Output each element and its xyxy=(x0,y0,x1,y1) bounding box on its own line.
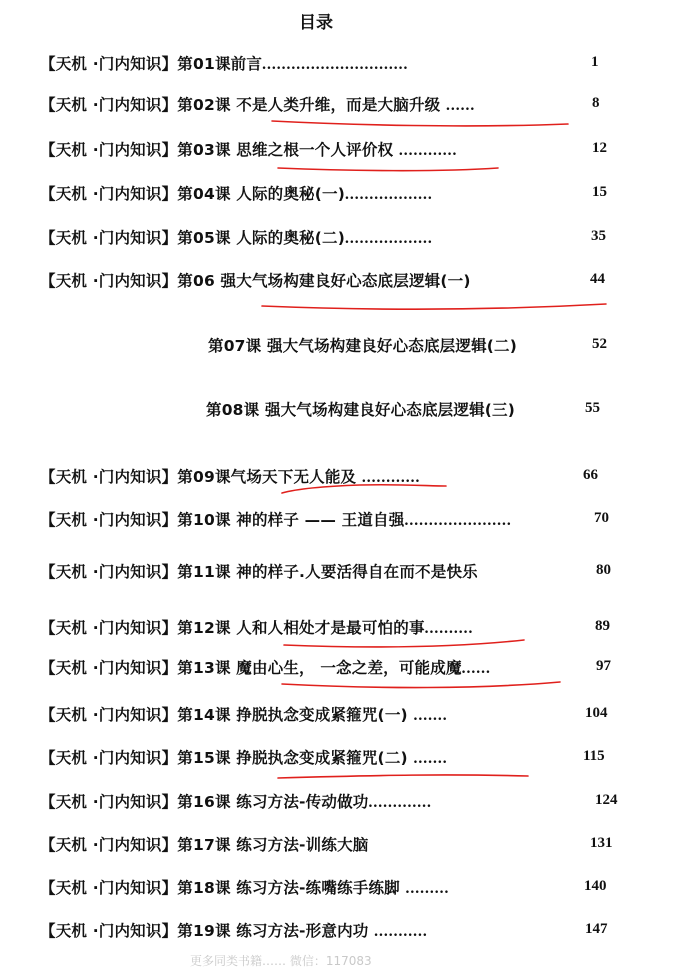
toc-entry-title: 【天机 ·门内知识】第05课 人际的奥秘(二) xyxy=(40,229,346,247)
toc-leader-dots: ...... xyxy=(461,660,491,677)
toc-entry-title: 【天机 ·门内知识】第17课 练习方法-训练大脑 xyxy=(40,836,369,854)
toc-page-number: 1 xyxy=(591,54,599,70)
toc-leader-dots: .................. xyxy=(345,186,433,203)
toc-page-number: 124 xyxy=(595,792,618,808)
toc-entry-13[interactable] xyxy=(40,656,491,678)
toc-entry-15[interactable] xyxy=(40,746,448,768)
toc-entry-title: 【天机 ·门内知识】第09课气场天下无人能及 xyxy=(40,468,357,486)
toc-leader-dots: ...................... xyxy=(404,512,512,529)
toc-page-number: 15 xyxy=(592,184,607,200)
toc-entry-04[interactable] xyxy=(40,182,433,204)
toc-entry-03[interactable] xyxy=(40,138,457,160)
toc-page-number: 147 xyxy=(585,921,608,937)
toc-entry-06[interactable] xyxy=(40,269,471,291)
toc-entry-title: 【天机 ·门内知识】第18课 练习方法-练嘴练手练脚 xyxy=(40,879,400,897)
toc-entry-09[interactable] xyxy=(40,465,420,487)
toc-entry-title: 【天机 ·门内知识】第03课 思维之根一个人评价权 xyxy=(40,141,394,159)
toc-entry-02[interactable] xyxy=(40,93,475,115)
toc-entry-14[interactable] xyxy=(40,703,448,725)
toc-entry-title: 【天机 ·门内知识】第06 强大气场构建良好心态底层逻辑(一) xyxy=(40,272,471,290)
toc-page-number: 140 xyxy=(584,878,607,894)
toc-leader-dots: ........... xyxy=(374,923,428,940)
underline-12 xyxy=(284,640,524,647)
page-title: 目录 xyxy=(299,13,333,33)
toc-entry-title: 【天机 ·门内知识】第13课 魔由心生， 一念之差，可能成魔 xyxy=(40,659,462,677)
toc-page-number: 131 xyxy=(590,835,613,851)
toc-entry-title: 【天机 ·门内知识】第11课 神的样子.人要活得自在而不是快乐 xyxy=(40,563,478,581)
toc-leader-dots: ....... xyxy=(413,707,448,724)
toc-page-number: 80 xyxy=(596,562,611,578)
toc-entry-08[interactable] xyxy=(206,398,515,420)
toc-leader-dots: .............................. xyxy=(262,56,409,73)
toc-leader-dots: ......... xyxy=(405,880,450,897)
toc-entry-title: 第07课 强大气场构建良好心态底层逻辑(二) xyxy=(208,337,518,355)
toc-page-number: 97 xyxy=(596,658,611,674)
toc-page-number: 66 xyxy=(583,467,598,483)
toc-page-number: 115 xyxy=(583,748,605,764)
toc-entry-10[interactable] xyxy=(40,508,512,530)
toc-entry-title: 【天机 ·门内知识】第15课 挣脱执念变成紧箍咒(二) xyxy=(40,749,408,767)
toc-entry-title: 【天机 ·门内知识】第12课 人和人相处才是最可怕的事 xyxy=(40,619,425,637)
toc-leader-dots: .................. xyxy=(345,230,433,247)
toc-page-number: 44 xyxy=(590,271,605,287)
toc-page-number: 104 xyxy=(585,705,608,721)
toc-entry-12[interactable] xyxy=(40,616,473,638)
toc-entry-16[interactable] xyxy=(40,790,432,812)
toc-page-number: 35 xyxy=(591,228,606,244)
toc-entry-11[interactable] xyxy=(40,560,478,582)
underline-02 xyxy=(272,121,568,126)
toc-entry-title: 【天机 ·门内知识】第10课 神的样子 —— 王道自强 xyxy=(40,511,405,529)
underline-13 xyxy=(282,682,560,688)
toc-entry-title: 【天机 ·门内知识】第19课 练习方法-形意内功 xyxy=(40,922,369,940)
toc-entry-title: 【天机 ·门内知识】第01课前言 xyxy=(40,55,263,73)
toc-entry-title: 第08课 强大气场构建良好心态底层逻辑(三) xyxy=(206,401,516,419)
toc-entry-title: 【天机 ·门内知识】第04课 人际的奥秘(一) xyxy=(40,185,346,203)
toc-entry-17[interactable] xyxy=(40,833,369,855)
toc-leader-dots: ............. xyxy=(368,794,432,811)
toc-entry-19[interactable] xyxy=(40,919,428,941)
toc-leader-dots: ............ xyxy=(398,142,458,159)
underline-06 xyxy=(262,304,606,309)
toc-entry-title: 【天机 ·门内知识】第14课 挣脱执念变成紧箍咒(一) xyxy=(40,706,408,724)
toc-entry-07[interactable] xyxy=(208,334,517,356)
toc-page-number: 55 xyxy=(585,400,600,416)
toc-leader-dots: ............ xyxy=(361,469,421,486)
toc-page-number: 12 xyxy=(592,140,607,156)
toc-entry-01[interactable] xyxy=(40,52,408,74)
toc-page-number: 52 xyxy=(592,336,607,352)
toc-leader-dots: ...... xyxy=(445,97,476,114)
underline-15 xyxy=(278,775,528,778)
footer-watermark: 更多同类书籍…… 微信：117083 xyxy=(190,954,372,968)
underline-03 xyxy=(278,168,498,171)
toc-entry-title: 【天机 ·门内知识】第16课 练习方法-传动做功 xyxy=(40,793,369,811)
toc-leader-dots: ....... xyxy=(413,750,448,767)
toc-page-number: 89 xyxy=(595,618,610,634)
toc-page-number: 70 xyxy=(594,510,609,526)
toc-entry-18[interactable] xyxy=(40,876,449,898)
toc-page-number: 8 xyxy=(592,95,600,111)
toc-entry-title: 【天机 ·门内知识】第02课 不是人类升维，而是大脑升级 xyxy=(40,96,441,114)
toc-entry-05[interactable] xyxy=(40,226,433,248)
toc-leader-dots: .......... xyxy=(424,620,474,637)
